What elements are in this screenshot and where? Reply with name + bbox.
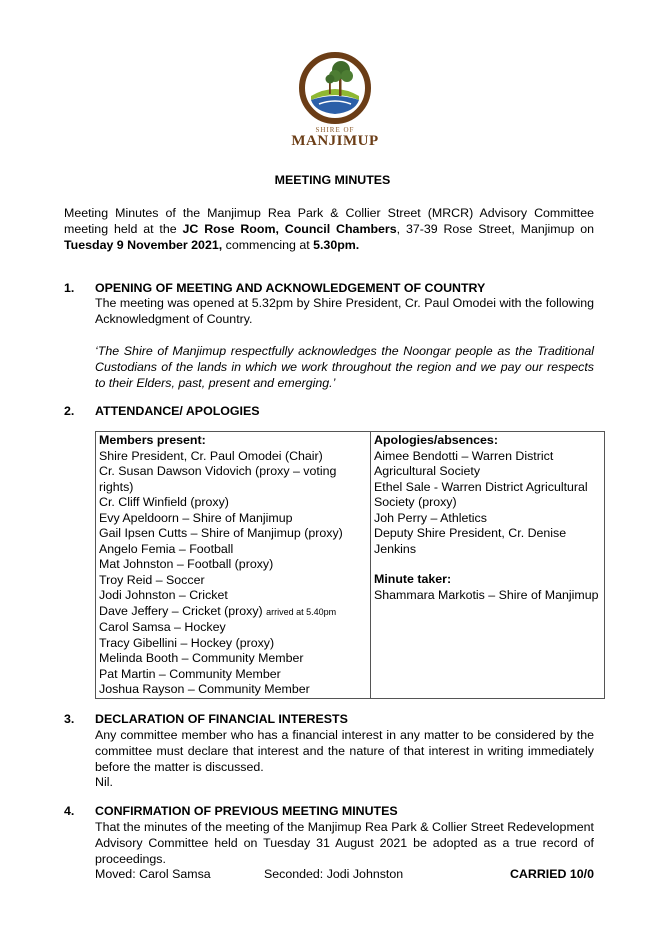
- member-item: Angelo Femia – Football: [99, 541, 234, 556]
- section-body: Any committee member who has a financial interest in any matter to be considered by the committee must declare that interest and the nature of that interest in writing immediately before the matter is discussed.: [95, 728, 594, 774]
- members-cell: [96, 432, 371, 699]
- shire-emblem-icon: [299, 52, 371, 124]
- member-item: Gail Ipsen Cutts – Shire of Manjimup (proxy): [99, 526, 343, 540]
- member-item: Joshua Rayson – Community Member: [99, 682, 310, 696]
- apologies-list: [374, 449, 600, 558]
- apology-item: Deputy Shire President, Cr. Denise Jenkins: [374, 526, 567, 556]
- members-list: [99, 449, 366, 604]
- moved-by: Moved: Carol Samsa: [95, 867, 211, 881]
- seconded-by: Seconded: Jodi Johnston: [264, 867, 404, 881]
- apologies-heading: Apologies/absences:: [374, 433, 498, 447]
- member-item: Pat Martin – Community Member: [99, 666, 281, 681]
- member-item: Jodi Johnston – Cricket: [99, 588, 228, 602]
- member-item: Cr. Cliff Winfield (proxy): [99, 495, 229, 509]
- late-member: Dave Jeffery – Cricket (proxy) arrived at 5.40pm: [99, 603, 337, 618]
- apology-item: Aimee Bendotti – Warren District Agricultural Society: [374, 448, 554, 478]
- members-heading: Members present:: [99, 433, 206, 447]
- acknowledgement-quote: ‘The Shire of Manjimup respectfully acknowledges the Noongar people as the Traditional Custodians of the lands in which we work throughout the region and we pay our respects to their Elders, past, present and emerging.’: [95, 344, 594, 390]
- logo-shire-of: SHIRE OF: [315, 126, 355, 134]
- section-number: 3.: [64, 712, 75, 726]
- section-number: 1.: [64, 281, 75, 295]
- section-opening: [64, 281, 594, 391]
- shire-logo: [285, 52, 385, 162]
- attendance-table: [95, 431, 605, 699]
- member-item: Evy Apeldoorn – Shire of Manjimup: [99, 510, 293, 525]
- logo-manjimup: MANJIMUP: [291, 133, 379, 149]
- nil-text: Nil.: [95, 775, 113, 789]
- apologies-cell: [371, 432, 605, 699]
- section-attendance: [64, 404, 594, 424]
- section-body: The meeting was opened at 5.32pm by Shire President, Cr. Paul Omodei with the following Acknowledgment of Country.: [95, 296, 594, 326]
- member-item: Melinda Booth – Community Member: [99, 651, 304, 665]
- section-number: 2.: [64, 404, 75, 418]
- section-title: ATTENDANCE/ APOLOGIES: [95, 404, 260, 418]
- member-item: Carol Samsa – Hockey: [99, 620, 226, 634]
- section-title: OPENING OF MEETING AND ACKNOWLEDGEMENT OF COUNTRY: [95, 281, 486, 295]
- section-financial-interests: [64, 712, 594, 792]
- apology-item: Ethel Sale - Warren District Agricultural Society (proxy): [374, 479, 588, 509]
- late-note: arrived at 5.40pm: [266, 606, 337, 617]
- section-body: That the minutes of the meeting of the Manjimup Rea Park & Collier Street Redevelopment Advisory Committee held on Tuesday 31 August 2021 be adopted as a true record of proceedings.: [95, 820, 594, 866]
- intro-paragraph: Meeting Minutes of the Manjimup Rea Park & Collier Street (MRCR) Advisory Committee meeting held at the JC Rose Room, Council Chambers, 37-39 Rose Street, Manjimup on Tuesday 9 November 2021, commencing at 5.30pm.: [64, 206, 594, 252]
- members-list-continued: [99, 620, 366, 698]
- member-item: Mat Johnston – Football (proxy): [99, 557, 274, 571]
- minute-taker-heading: Minute taker:: [374, 572, 452, 586]
- section-previous-minutes: [64, 804, 594, 884]
- section-number: 4.: [64, 804, 75, 818]
- apology-item: Joh Perry – Athletics: [374, 510, 487, 525]
- section-title: CONFIRMATION OF PREVIOUS MEETING MINUTES: [95, 804, 398, 818]
- page-title: MEETING MINUTES: [274, 173, 391, 187]
- member-item: Troy Reid – Soccer: [99, 572, 205, 587]
- carried-result: CARRIED 10/0: [509, 867, 594, 881]
- member-item: Cr. Susan Dawson Vidovich (proxy – voting rights): [99, 464, 337, 494]
- minute-taker: Shammara Markotis – Shire of Manjimup: [374, 587, 599, 602]
- section-title: DECLARATION OF FINANCIAL INTERESTS: [95, 712, 348, 726]
- member-item: Tracy Gibellini – Hockey (proxy): [99, 635, 275, 650]
- member-item: Shire President, Cr. Paul Omodei (Chair): [99, 448, 323, 463]
